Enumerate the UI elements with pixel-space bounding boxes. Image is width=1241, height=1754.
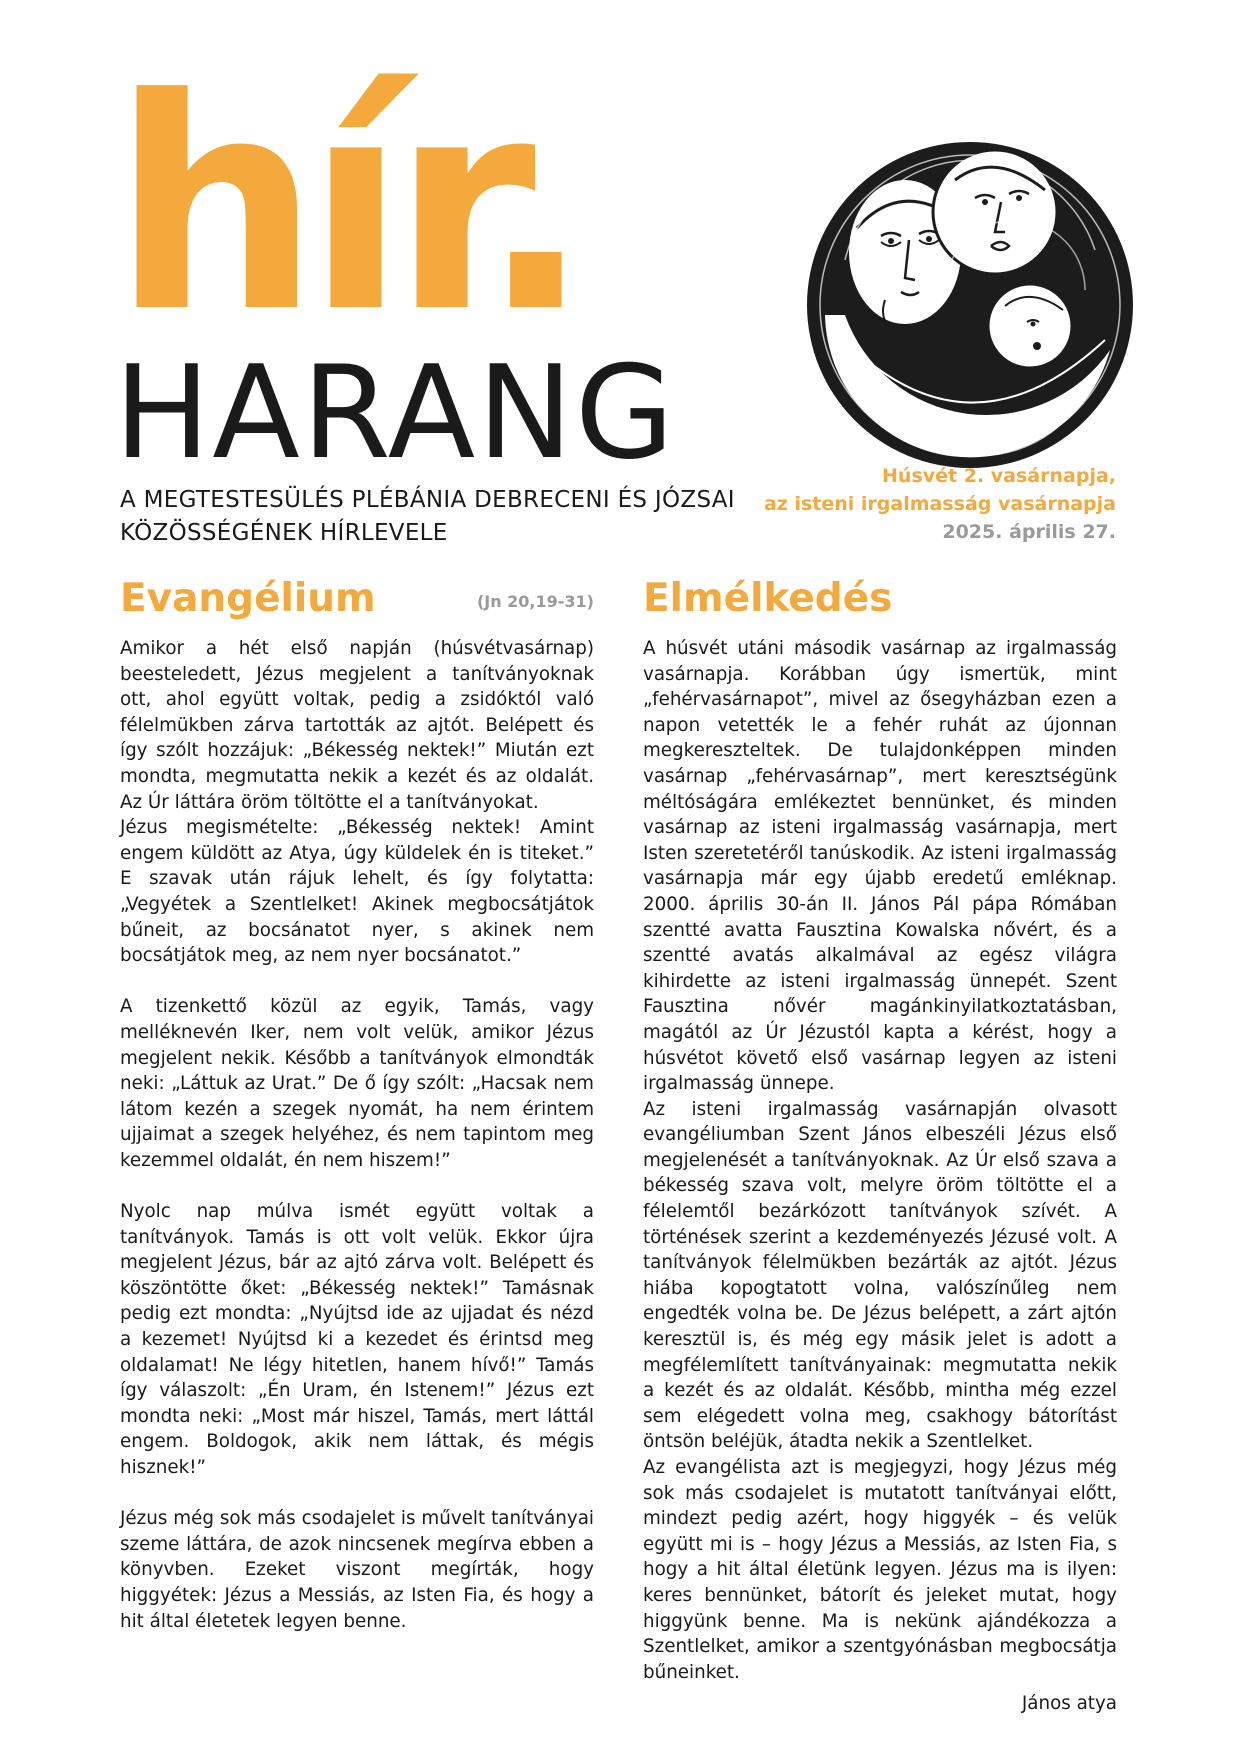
issue-date: 2025. április 27.	[942, 521, 1116, 543]
holy-family-circle-icon	[805, 140, 1135, 470]
masthead-harang: HARANG	[114, 339, 677, 488]
gospel-column	[120, 574, 594, 1634]
reflection-paragraph: Az isteni irgalmasság vasárnapján olvasott evangéliumban Szent János elbeszéli Jézus első megjelenését a tanítványoknak. Az Úr első szava a békesség szava volt, melyre öröm töltötte el a félelemtől bezárkózott tanítványok szívét. A történések szerint a kezdeményezés Jézusé volt. A tanítványok félelmükben bezárták az ajtót. Jézus hiába kopogtatott volna, valószínűleg nem engedték volna be. De Jézus belépett, a zárt ajtón keresztül is, és még egy másik jelet is adott a megfélemlített tanítványainak: megmutatta nekik a kezét és az oldalát. Később, mintha még ezzel sem elégedett volna meg, csakhogy bátorítást öntsön beléjük, átadta nekik a Szentlelket.	[643, 1098, 1117, 1453]
gospel-paragraph: A tizenkettő közül az egyik, Tamás, vagy melléknevén Iker, nem volt velük, amikor Jézus megjelent nekik. Később a tanítványok elmondták neki: „Láttuk az Urat.” De ő így szólt: „Hacsak nem látom kezén a szegek nyomát, ha nem érintem ujjaimat a szegek helyéhez, és nem tapintom meg kezemmel oldalát, én nem hiszem!”	[120, 996, 594, 1171]
gospel-body	[120, 636, 594, 1634]
gospel-paragraph: Amikor a hét első napján (húsvétvasárnap) beesteledett, Jézus megjelent a tanítványoknak ott, ahol együtt voltak, pedig a zsidóktól való félelmükben zárva tartották az ajtót. Belépett és így szólt hozzájuk: „Békesség nektek!” Miután ezt mondta, megmutatta nekik a kezét és az oldalát. Az Úr láttára öröm töltötte el a tanítványokat.	[120, 638, 594, 813]
gospel-paragraph: Jézus még sok más csodajelet is művelt tanítványai szeme láttára, de azok nincsenek megírva ebben a könyvben. Ezeket viszont megírták, hogy higgyétek: Jézus a Messiás, az Isten Fia, és hogy a hit által életetek legyen benne.	[120, 1508, 594, 1632]
gospel-paragraph: Jézus megismételte: „Békesség nektek! Amint engem küldött az Atya, úgy küldelek én is titeket.” E szavak után rájuk lehelt, és így folytatta: „Vegyétek a Szentlelket! Akinek megbocsátjátok bűneit, az bocsánatot nyer, s akinek nem bocsátjátok meg, az nem nyer bocsánatot.”	[120, 817, 594, 967]
reflection-signature: János atya	[1021, 1693, 1117, 1715]
gospel-reference: (Jn 20,19-31)	[476, 592, 594, 611]
masthead-hir: hír.	[112, 36, 578, 376]
subtitle-line-2: KÖZÖSSÉGÉNEK HÍRLEVELE	[120, 520, 448, 546]
newsletter-subtitle	[120, 484, 760, 550]
reflection-heading: Elmélkedés	[643, 576, 893, 621]
reflection-body	[643, 636, 1117, 1685]
issue-info	[764, 462, 1116, 546]
issue-line-2: az isteni irgalmasság vasárnapja	[763, 493, 1116, 515]
gospel-paragraph: Nyolc nap múlva ismét együtt voltak a tanítványok. Tamás is ott volt velük. Ekkor újra megjelent Jézus, bár az ajtó zárva volt. Belépett és köszöntötte őket: „Békesség nektek!” Tamásnak pedig ezt mondta: „Nyújtsd ide az ujjadat és nézd a kezemet! Nyújtsd ki a kezedet és érintsd meg oldalamat! Ne légy hitetlen, hanem hívő!” Tamás így válaszolt: „Én Uram, én Istenem!” Jézus ezt mondta neki: „Most már hiszel, Tamás, mert láttál engem. Boldogok, akik nem láttak, és mégis hisznek!”	[120, 1201, 594, 1478]
subtitle-line-1: A MEGTESTESÜLÉS PLÉBÁNIA DEBRECENI ÉS JÓZSAI	[120, 487, 735, 513]
reflection-paragraph: A húsvét utáni második vasárnap az irgalmasság vasárnapja. Korábban úgy ismertük, mint „fehérvasárnapot”, mivel az ősegyházban ezen a napon vetették le a fehér ruhát az újonnan megkereszteltek. De tulajdonképpen minden vasárnap „fehérvasárnap”, mert keresztségünk méltóságára emlékeztet bennünket, és minden vasárnap az isteni irgalmasság vasárnapja, mert Isten szeretetéről tanúskodik. Az isteni irgalmasság vasárnapja már egy újabb eredetű emléknap. 2000. április 30-án II. János Pál pápa Rómában szentté avatta Fausztina Kowalska nővért, és a szentté avatás alkalmával az egész világra kihirdette az isteni irgalmasság ünnepét. Szent Fausztina nővér magánkinyilatkoztatásban, magától az Úr Jézustól kapta a kérést, hogy a húsvétot követő első vasárnap legyen az isteni irgalmasság ünnepe.	[643, 638, 1117, 1095]
reflection-column	[643, 574, 1117, 1717]
gospel-heading: Evangélium	[120, 576, 376, 621]
issue-line-1: Húsvét 2. vasárnapja,	[882, 465, 1116, 487]
reflection-paragraph: Az evangélista azt is megjegyzi, hogy Jézus még sok más csodajelet is mutatott tanítványai előtt, mindezt pedig azért, hogy higgyék – és velük együtt mi is – hogy Jézus a Messiás, az Isten Fia, s hogy a hit által életünk legyen. Jézus ma is ilyen: keres bennünket, bátorít és jeleket mutat, hogy higgyünk benne. Ma is nekünk ajándékozza a Szentlelket, amikor a szentgyónásban megbocsátja bűneinket.	[643, 1457, 1117, 1683]
